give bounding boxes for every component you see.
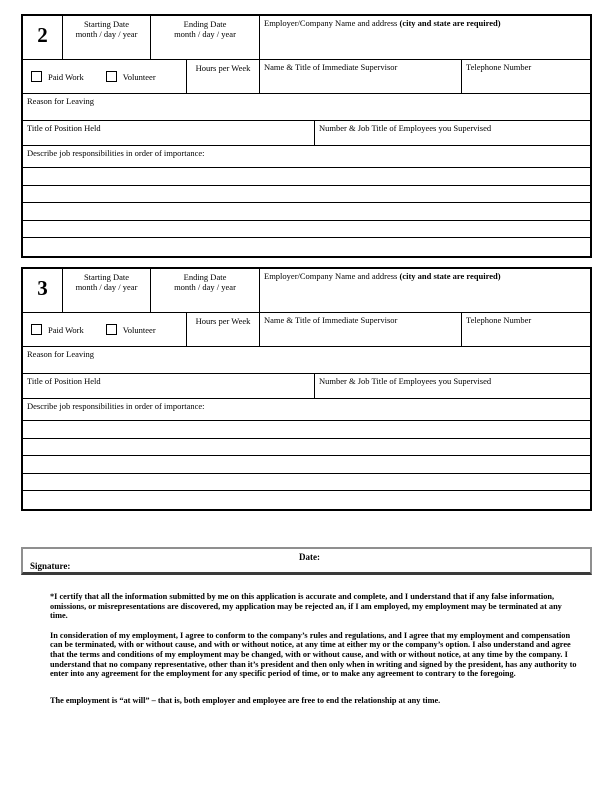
employees-supervised-label: Number & Job Title of Employees you Supervised: [319, 123, 492, 133]
starting-date-label: Starting Date month / day / year: [75, 272, 138, 292]
ending-date-label: Ending Date month / day / year: [174, 19, 236, 39]
entry3-number-cell: [23, 269, 63, 312]
entry2-work-type-field: [23, 60, 187, 93]
entry-number: 2: [37, 23, 48, 47]
employees-supervised-label: Number & Job Title of Employees you Supervised: [319, 376, 492, 386]
entry-number: 3: [37, 276, 48, 300]
volunteer-checkbox[interactable]: [106, 324, 117, 335]
volunteer-label: Volunteer: [122, 71, 156, 82]
entry3-position-field[interactable]: [23, 374, 315, 398]
volunteer-checkbox[interactable]: [106, 71, 117, 82]
employer-label: Employer/Company Name and address (city and state are required): [264, 18, 501, 28]
entry2-work-type-row: [23, 60, 590, 94]
entry2-header-row: [23, 16, 590, 60]
entry3-describe-field[interactable]: [23, 399, 590, 421]
hours-per-week-label: Hours per Week: [195, 63, 251, 73]
entry2-describe-field[interactable]: [23, 146, 590, 168]
entry3-header-row: [23, 269, 590, 313]
entry3-work-type-field: [23, 313, 187, 346]
entry2-responsibility-line-2[interactable]: [23, 186, 590, 204]
entry2-title-row: [23, 121, 590, 146]
entry3-hours-field[interactable]: [187, 313, 260, 346]
entry2-responsibility-line-1[interactable]: [23, 168, 590, 186]
date-field[interactable]: [328, 549, 528, 572]
entry2-starting-date-field[interactable]: [63, 16, 151, 59]
entry2-position-field[interactable]: [23, 121, 315, 145]
entry3-responsibility-line-5[interactable]: [23, 491, 590, 509]
signature-field[interactable]: [78, 549, 288, 572]
employment-entry-3: [21, 267, 592, 511]
entry3-responsibility-line-1[interactable]: [23, 421, 590, 439]
telephone-label: Telephone Number: [466, 315, 532, 325]
ending-date-label: Ending Date month / day / year: [174, 272, 236, 292]
entry2-telephone-field[interactable]: [462, 60, 590, 93]
at-will-paragraph: The employment is “at will” – that is, both employer and employee are free to end the relationship at any time.: [50, 695, 441, 705]
entry2-responsibility-line-5[interactable]: [23, 238, 590, 256]
paid-work-label: Paid Work: [48, 71, 84, 82]
supervisor-label: Name & Title of Immediate Supervisor: [264, 62, 398, 72]
hours-per-week-label: Hours per Week: [195, 316, 251, 326]
describe-responsibilities-label: Describe job responsibilities in order of importance:: [27, 148, 205, 158]
volunteer-label: Volunteer: [122, 324, 156, 335]
consideration-paragraph: In consideration of my employment, I agree to conform to the company’s rules and regulations, and I agree that my employment and compensation can be terminated, with or without cause, and with or without notice, at any time at either my or the company’s option. I also understand and agree that the terms and conditions of my employment may be changed, with or without cause, and with or without notice, at any time by the company. I understand that no company representative, other than it’s president and then only when in writing and signed by the president, has any authority to enter into any agreement for the employment for any specific period of time, or to make any agreement to contrary to the foregoing.: [50, 630, 577, 679]
entry3-telephone-field[interactable]: [462, 313, 590, 346]
starting-date-label: Starting Date month / day / year: [75, 19, 138, 39]
paid-work-checkbox[interactable]: [31, 324, 42, 335]
date-label: Date:: [299, 552, 320, 562]
describe-responsibilities-label: Describe job responsibilities in order of importance:: [27, 401, 205, 411]
entry3-reason-field[interactable]: [23, 347, 590, 374]
entry3-ending-date-field[interactable]: [151, 269, 260, 312]
telephone-label: Telephone Number: [466, 62, 532, 72]
entry2-responsibility-line-3[interactable]: [23, 203, 590, 221]
entry2-responsibility-line-4[interactable]: [23, 221, 590, 239]
reason-for-leaving-label: Reason for Leaving: [27, 349, 95, 359]
entry2-number-cell: [23, 16, 63, 59]
supervisor-label: Name & Title of Immediate Supervisor: [264, 315, 398, 325]
entry2-hours-field[interactable]: [187, 60, 260, 93]
entry3-responsibility-line-2[interactable]: [23, 439, 590, 457]
entry2-reason-field[interactable]: [23, 94, 590, 121]
signature-box: [21, 547, 592, 575]
reason-for-leaving-label: Reason for Leaving: [27, 96, 95, 106]
employment-entry-2: [21, 14, 592, 258]
entry3-employer-field[interactable]: [260, 269, 590, 312]
entry3-work-type-row: [23, 313, 590, 347]
paid-work-label: Paid Work: [48, 324, 84, 335]
entry3-title-row: [23, 374, 590, 399]
entry3-responsibility-line-3[interactable]: [23, 456, 590, 474]
entry3-starting-date-field[interactable]: [63, 269, 151, 312]
entry3-responsibility-line-4[interactable]: [23, 474, 590, 492]
paid-work-checkbox[interactable]: [31, 71, 42, 82]
position-held-label: Title of Position Held: [27, 123, 101, 133]
legal-text: [50, 592, 577, 715]
entry2-supervisor-field[interactable]: [260, 60, 462, 93]
certification-paragraph: *I certify that all the information submitted by me on this application is accurate and complete, and I understand that if any false information, omissions, or misrepresentations are discovered, my application may be rejected an, if I am employed, my employment may be terminated at any time.: [50, 592, 562, 621]
entry2-ending-date-field[interactable]: [151, 16, 260, 59]
employer-label: Employer/Company Name and address (city and state are required): [264, 271, 501, 281]
entry2-employer-field[interactable]: [260, 16, 590, 59]
entry3-supervisor-field[interactable]: [260, 313, 462, 346]
signature-label: Signature:: [30, 561, 71, 571]
entry2-supervised-field[interactable]: [315, 121, 590, 145]
position-held-label: Title of Position Held: [27, 376, 101, 386]
entry3-supervised-field[interactable]: [315, 374, 590, 398]
